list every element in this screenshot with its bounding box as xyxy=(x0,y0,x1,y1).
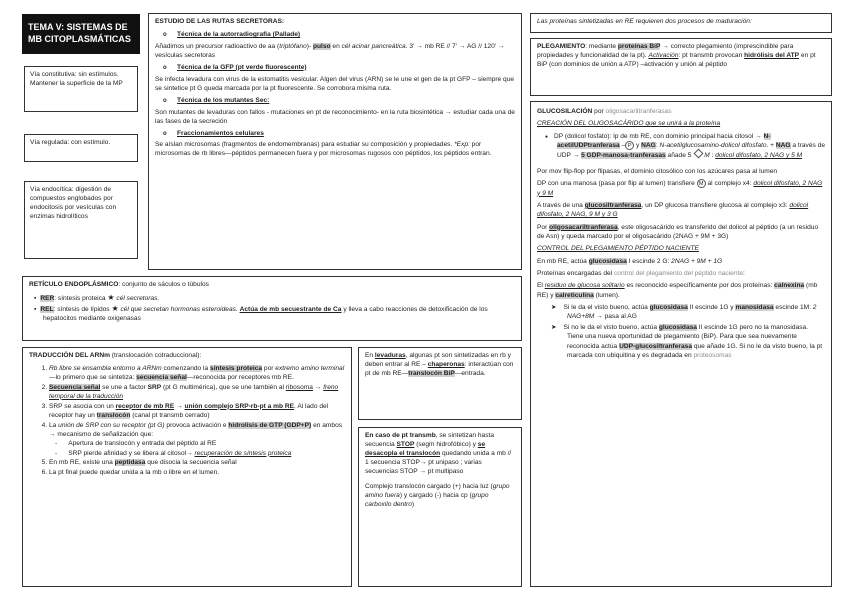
maduracion-box xyxy=(530,13,832,33)
oligotransfer-text: Por oligosacariltranferasa, este oligosacárido es transferido del dolicol al péptido (a un residuo de Asn) y queda marcado por el oligosacárido (2NAG + 9M + 3G) xyxy=(537,223,819,240)
traduccion-item-5: 5. En mb RE, existe una peptidasa que disocia la secuencia señal xyxy=(49,459,345,468)
traduccion-item-1: 1. Rb libre se ensambla entorno a ARNm comenzando la síntesis proteica por extremo amino terminal—lo primero que se sintetiza: secuencia señal—reconocida por receptores mb RE. xyxy=(49,365,345,383)
flip-flop-text: Por mov flip-flop por flipasas, el dominio citosólico con los azúcares pasa al lumen xyxy=(537,167,778,175)
gfp-text: Se infecta levadura con virus de la estomatitis vesicular. Algen del virus (ARN) se le une el gen de la pt GFP – siempre que se sintetice pt G queda marcada por la pt fluorescente. Se corrobora misma ruta. xyxy=(155,75,515,92)
traduccion-sublist xyxy=(49,440,345,459)
dp-item: ● DP (dolicol fosfato): lp de mb RE, con dominio principal hacia citosol → N-acetilUDPtranferasa – P y NAG: N-acetilglucosamino-dolicol difosfato. + NAG a través de UDP → 5 GDP-manosa-tranferasas añade 5 M : dolicol difosfato, 2 NAG y 5 M xyxy=(557,132,825,161)
creacion-oligosacarido: CREACIÓN DEL OLIGOSACÁRIDO que se unirá a la proteína xyxy=(537,120,721,128)
glucosilacion-header: GLUCOSILACIÓN por oligosacariltranferasas xyxy=(537,108,672,115)
traduccion-subitem-2: - SRP pierde afinidad y se libera al citosol→ recuperación de síntesis proteica xyxy=(71,450,345,459)
star-icon: ★ xyxy=(111,303,119,313)
glucosidasa-text: En mb RE, actúa glucosidasa I escinde 2 G: 2NAG + 9M + 1G xyxy=(537,257,723,265)
levaduras-box: En levaduras, algunas pt son sintetizadas en rb y deben entrar al RE – chaperonas: interactúan con pt de mb RE—translocón BiP—entrada. xyxy=(358,347,522,420)
via-regulada-text: Vía regulada: con estímulo. xyxy=(30,139,111,146)
estudio-rutas-box xyxy=(148,13,522,270)
traduccion-header: TRADUCCIÓN DEL ARNm (translocación cotraduccional): xyxy=(29,352,202,359)
star-icon: ★ xyxy=(107,292,115,302)
maduracion-text: Las proteínas sintetizadas en RE requieren dos procesos de maduración: xyxy=(537,18,752,25)
reticulo-box xyxy=(22,276,522,341)
control-arrow-list xyxy=(537,303,825,360)
traduccion-box xyxy=(22,347,352,587)
control-plegamiento-title: CONTROL DEL PLEGAMIENTO PÉPTIDO NACIENTE xyxy=(537,245,699,253)
transmb-box xyxy=(358,427,522,587)
gfp-title: o Técnica de la GFP (pt verde fluorescente) xyxy=(177,64,515,73)
residuo-text: El residuo de glucosa solitario es reconocido específicamente por dos proteínas: calnexina (mb RE) y calreticulina (lumen). xyxy=(537,282,818,299)
phosphate-circle-icon: P xyxy=(625,141,634,150)
via-constitutiva-box xyxy=(24,66,138,112)
reticulo-header: RETÍCULO ENDOPLÁSMICO: conjunto de sáculos o túbulos xyxy=(29,281,209,288)
via-endocitica-box xyxy=(24,181,138,259)
via-constitutiva-text: Vía constitutiva: sin estímulos. Mantener la superficie de la MP xyxy=(30,71,123,87)
autorradiografia-title: o Técnica de la autorradiografía (Pallade) xyxy=(177,31,515,40)
mutantes-title: o Técnica de los mutantes Sec: xyxy=(177,97,515,106)
via-endocitica-text: Vía endocítica: digestión de compuestos englobados por endocitosis por vesículas con enzimas hidrolíticos xyxy=(30,186,117,220)
traduccion-subitem-1: - Apertura de translocón y entrada del péptido al RE xyxy=(71,440,345,449)
manosa-circle-icon: M xyxy=(697,179,706,188)
mutantes-text: Son mutantes de levaduras con fallos - mutaciones en pt de reconocimiento- en la ruta biosintética → estudiar cada una de las fases de la secreción xyxy=(155,108,515,125)
via-regulada-box xyxy=(24,134,138,162)
glucosil-text: A través de una glucosiltranferasa, un DP glucosa transfiere glucosa al complejo x3: dolicol difosfato, 2 NAG, 9 M y 3 G xyxy=(537,201,809,219)
no-visto-bueno-item: ➤ Si no le da el visto bueno, actúa glucosidasa II escinde 1G pero no la manosidasa. Tiene una nueva oportunidad de plegamiento (BiP). Para que sea nuevamente reconocida actúa UDP-glucosiltranferasa que añade 1G. Si no le da visto bueno, la pt marcada con ubiquitina y es degradada en proteosomas xyxy=(567,323,825,360)
fraccionamiento-title: o Fraccionamientos celulares xyxy=(177,130,515,139)
dp-list xyxy=(537,132,825,161)
reticulo-list xyxy=(29,293,515,324)
manosa-diamond-icon xyxy=(694,149,704,159)
traduccion-item-3: 3. SRP se asocia con un receptor de mb RE → unión complejo SRP-rb-pt a mb RE. Al lado del receptor hay un translocón (canal pt transmb cerrado) xyxy=(49,403,345,421)
rer-item: ▪ RER: síntesis proteica ★ cél secretoras. xyxy=(43,293,515,304)
rel-item: ▪ REL: síntesis de lípidos ★ cél que secretan hormonas esteroideas. Actúa de mb secuestrante de Ca y lleva a cabo reacciones de detoxificación de los hepatocitos mediante oxigenasas xyxy=(43,304,515,324)
estudio-header: ESTUDIO DE LAS RUTAS SECRETORAS: xyxy=(155,18,285,25)
plegamiento-box: PLEGAMIENTO: mediante proteínas BiP → correcto plegamiento (imprescindible para propiedades y funcionalidad de la pt). Activación: pt transmb provocan hidrólisis del ATP en pt BiP (con dominios de unión a ATP) –activación y unión al péptido xyxy=(530,38,832,96)
glucosilacion-box xyxy=(530,101,832,587)
encargadas-text: Proteínas encargadas del control del plegamiento del péptido naciente: xyxy=(537,270,745,278)
manosa-text: DP con una manosa (pasa por flip al lumen) transfiere M al complejo x4: dolicol difosfato, 2 NAG y 9 M xyxy=(537,180,823,197)
traduccion-item-6: 6. La pt final puede quedar unida a la mb o libre en el lumen. xyxy=(49,469,345,478)
traduccion-item-2: 2. Secuencia señal se une a factor SRP (pt G multimérica), que se une también al ribosoma → freno temporal de la traducción xyxy=(49,384,345,402)
transmb-complejo-text: Complejo translocón cargado (+) hacia luz (grupo amino fuera) y cargado (-) hacia cp (grupo carboxilo dentro) xyxy=(365,482,510,508)
page-title: TEMA V: SISTEMAS DE MB CITOPLASMÁTICAS xyxy=(22,14,140,54)
visto-bueno-item: ➤ Si le da el visto bueno, actúa glucosidasa II escinde 1G y manosidasa escinde 1M: 2 NAG+8M → pasa al AG xyxy=(567,303,825,322)
fraccionamiento-text: Se aíslan microsomas (fragmentos de endomembranas) para estudiar su composición y propiedades. *Exp: por microsomas de rb libres—péptidos permanecen fuera y por microsomas rugosos con péptidos, los péptidos entran. xyxy=(155,141,492,158)
transmb-text: En caso de pt transmb, se sintetizan hasta secuencia STOP (segm hidrofóbico) y se desacopla el translocón quedando unida a mb // 1 secuencia STOP→ pt unipaso ; varias secuencias STOP → pt multipaso xyxy=(365,432,512,475)
traduccion-list xyxy=(29,365,345,478)
autorradiografia-text: Añadimos un precursor radioactivo de aa (triptófano)- pulso en cél acinar pancreática. 3' → mb RE // 7' → AG // 120' → vesículas secretoras xyxy=(155,42,505,59)
traduccion-item-4: 4. La unión de SRP con su receptor (pt G) provoca activación e hidrolisis de GTP (GDP+P) en ambos → mecanismo de señalización que: - Apertura de translocón y entrada del péptido al RE - SRP pierde afinidad y se libera al citosol→ recuperación de síntesis proteica xyxy=(49,422,345,459)
